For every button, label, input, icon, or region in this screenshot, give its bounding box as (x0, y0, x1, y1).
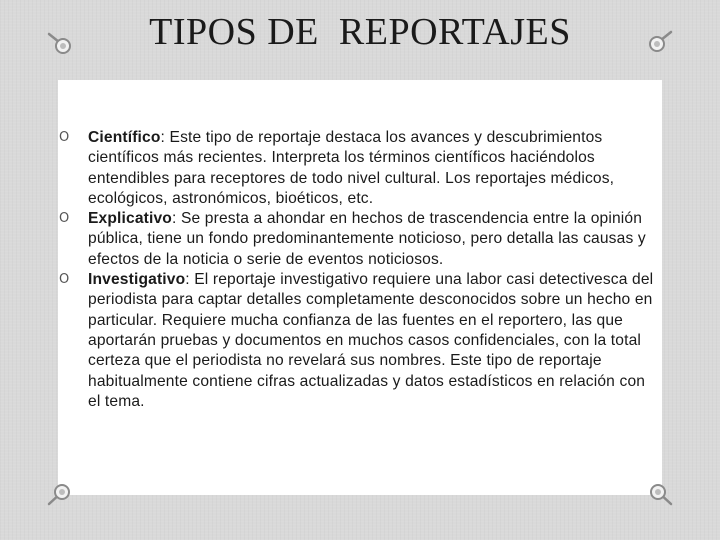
bullet-icon: O (59, 272, 70, 288)
item-term: Científico (88, 129, 161, 146)
bullet-icon: O (59, 130, 70, 145)
bullet-list (58, 128, 662, 412)
item-text: : Se presta a ahondar en hechos de trascendencia entre la opinión pública, tiene un fondo predominantemente noticioso, pero detalla las causas y efectos de la noticia o serie de eventos noticiosos. (88, 210, 646, 268)
pushpin-icon (646, 28, 674, 56)
item-text: : El reportaje investigativo requiere una labor casi detectivesca del periodista para captar detalles completamente desconocidos sobre un hecho en particular. Requiere mucha confianza de las fuentes en el reportero, las que aportarán pruebas y documentos en muchos casos confidenciales, con la total certeza que el periodista no revelará sus nombres. Este tipo de reportaje habitualmente contiene cifras actualizadas y datos estadísticos en relación con el tema. (88, 271, 654, 410)
slide-title: TIPOS DE REPORTAJES (149, 11, 571, 53)
item-text: : Este tipo de reportaje destaca los avances y descubrimientos científicos más recientes. Interpreta los términos científicos haciéndolos entendibles para receptores de todo nivel cultural. Los reportajes médicos, ecológicos, astronómicos, bioéticos, etc. (88, 129, 615, 207)
list-item (58, 128, 662, 209)
item-term: Investigativo (88, 271, 186, 289)
pushpin-icon (46, 30, 74, 58)
bullet-icon: O (59, 211, 70, 227)
list-item (58, 270, 662, 412)
pushpin-icon (46, 480, 74, 508)
item-term: Explicativo (88, 210, 172, 228)
pushpin-icon (646, 480, 674, 508)
list-item (58, 209, 662, 270)
